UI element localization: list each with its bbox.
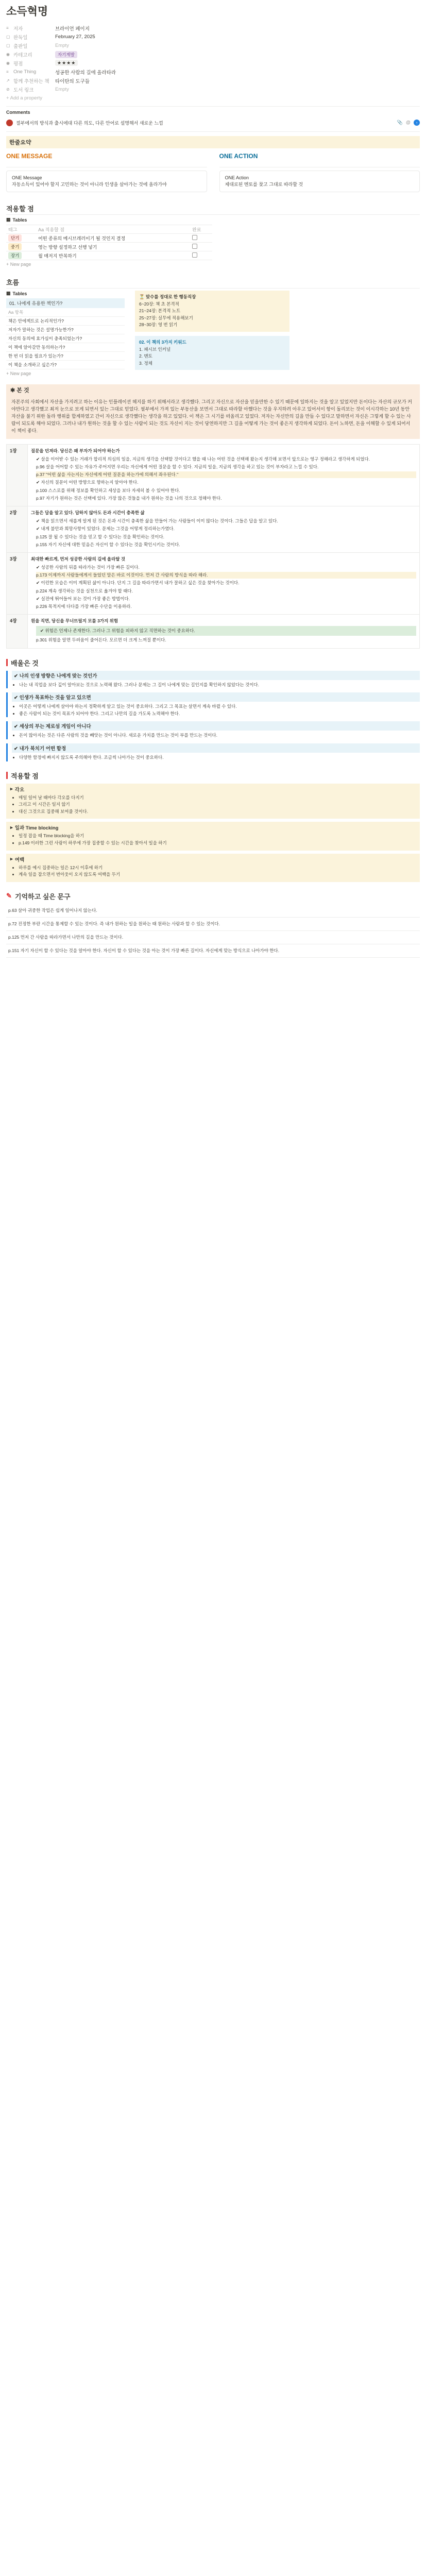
callout-title: ⏳ 맞수를 정대로 한 행동직장 [139,294,196,300]
property-key: 함께 추천하는 책 [13,78,49,84]
column-header[interactable]: 완료 [190,225,212,234]
note-line[interactable]: p.97 자기가 원하는 것은 선택에 있다. 가장 많은 것들을 내가 원하는 것을 나의 것으로 정해야 한다. [36,495,222,501]
property-value[interactable]: 브라이언 페이지 [55,26,90,32]
one-message-column [6,152,207,194]
table-cell[interactable]: 영는 방향 설정하고 선행 넣기 [36,243,190,251]
category-tag[interactable]: 자기계발 [55,51,77,58]
callout-line: 28~30장: 영 번 읽기 [139,322,178,328]
note-line[interactable]: ✔ 내게 불안과 희망사항이 있었다. 문제는 그것을 어떻게 정리하는가였다. [36,526,175,532]
note-line[interactable]: p.224 계속 생각하는 것을 실천으로 옮겨야 할 때다. [36,588,133,594]
flow-list [6,308,125,369]
page-title[interactable]: 소득혁명 [6,6,48,18]
property-value[interactable]: Empty [55,87,69,92]
note-line[interactable]: p.96 살을 어어할 수 있는 자유가 주어지면 우리는 자신에게 어떤 질문을 할 수 있다. 지금의 일을, 지금의 생각을 하고 있는 것이 부자라고 느낄 수 있다. [36,464,319,470]
note-line[interactable]: ✔ 책을 읽으면서 새롭게 알게 된 것은 돈과 시간이 충족한 삶을 만들어 가는 사람들이 이미 많다는 것이다. 그들은 답을 알고 있다. [36,518,278,524]
learn-bullet[interactable]: • 나는 내 직업을 보다 깊이 알아보는 것으로 노력해 왔다. 그러나 문제는 그 길이 나에게 맞는 길인지를 확인하지 않았다는 것이다. [19,682,420,689]
summary-heading: 한줄요약 [6,136,420,148]
learn-title[interactable] [12,692,420,702]
property-key: 평점 [13,61,23,67]
learn-title-text: 인생가 목표하는 것을 알고 있으면 [19,695,91,701]
apply-bullet[interactable]: • 매일 일어 날 때마다 각오를 다지기 [19,794,416,802]
apply-title-text: 일과 Time blocking [14,825,59,832]
callout-line: 6~20장: 책 초 본격적 [139,301,179,307]
column-header[interactable]: Aa 항목 [6,308,125,317]
attach-icon[interactable]: 📎 [397,120,406,125]
heading-text: 배울은 것 [11,659,39,667]
list-item[interactable]: 책은 안에젝트로 논리적인가? [6,317,125,326]
table-row [7,615,420,649]
chapter-question[interactable]: 질문을 던져라. 당신은 왜 부자가 되어야 하는가 [31,448,120,453]
learn-title-text: 나의 인생 방향은 나에게 맞는 것인가 [19,673,97,679]
apply-title-text: 각오 [14,787,25,793]
relation-icon: ↗ [6,78,10,83]
property-key: 출판일 [13,43,28,49]
property-value[interactable]: Empty [55,43,69,48]
list-item[interactable]: 한 번 더 읽을 필요가 있는가? [6,352,125,361]
heading-text: 기억하고 싶은 문구 [14,892,71,901]
learn-bullet[interactable]: • 이곳은 어떻게 나에게 살아야 하는지 정확하게 알고 있는 것이 중요하다. 그리고 그 목표는 살면서 계속 바뀔 수 있다. [19,703,420,710]
apply-bullet[interactable]: • 계속 일을 잡으면서 번아웃이 오지 않도록 여백을 두기 [19,871,416,878]
one-action-column [219,152,420,194]
apply-title[interactable] [10,824,416,831]
apply-bullet[interactable]: • 하루를 예시 집중하는 일은 12시 이후에 하기 [19,865,416,872]
flow-left-column [6,291,125,377]
chapter-question[interactable]: 최대한 빠르게, 먼저 성공한 사람의 길에 올라탈 것 [31,556,126,562]
table-row [7,552,420,614]
property-row[interactable] [6,85,243,94]
table-row[interactable] [6,243,212,251]
one-message-title: ONE MESSAGE [6,152,53,160]
chapter-question[interactable]: 원을 직면, 당신을 무너뜨릴지 모를 3가지 위험 [31,618,118,624]
done-checkbox[interactable] [192,252,197,258]
table-icon: ▦ [6,217,11,223]
apply-bullet[interactable]: • 일정 잡을 때 Time blocking을 하기 [19,833,416,840]
list-item[interactable]: 자신의 동의에 효가심이 충족되었는가? [6,334,125,343]
one-action-title: ONE ACTION [219,152,258,160]
flow-heading: 흐름 [6,277,420,289]
apply-block [6,854,420,882]
property-key: 도서 링크 [13,87,34,93]
note-line[interactable]: p.301 위험을 알면 두려움이 줄어든다. 모르면 더 크게 느껴질 뿐이다. [36,637,166,643]
chapter-label: 2장 [7,506,28,552]
property-key: 저자 [13,26,23,32]
one-thing-columns [6,152,420,194]
comments-heading: Comments [6,110,30,115]
property-value[interactable]: 성공한 사람의 길에 올라타라 [55,70,116,76]
heading-bar [6,659,8,666]
rating-stars[interactable]: ★★★★ [55,60,78,66]
keywords-callout [135,336,289,370]
property-row[interactable] [6,32,243,41]
quote-item[interactable]: p.125 먼저 간 사람을 따라가면서 나만의 길을 만드는 것이다. [6,931,420,944]
callout-line: 2. 멘토 [139,353,152,359]
quotes-heading [6,891,420,901]
note-line[interactable]: ✔ 성공한 사람의 뒤를 따라가는 것이 가장 빠른 길이다. [36,565,140,570]
callout-label: ONE Message [12,175,42,180]
callout-line: 3. 정체 [139,360,152,366]
check-icon: ✔ [14,724,20,730]
chapter-label: 4장 [7,615,28,649]
property-key: 카테고리 [13,52,32,58]
property-value[interactable]: 타이탄의 도구들 [55,78,90,84]
table-cell[interactable]: 월 매저지 반복하기 [36,251,190,260]
calendar-icon: ▢ [6,35,10,39]
calendar-icon: ▢ [6,43,10,48]
apply-bullet[interactable]: • p.149 이러한 그런 사람이 하루에 가장 집중할 수 있는 시간을 찾아서 일을 하기 [19,840,416,847]
database-title[interactable] [6,291,125,296]
callout-body[interactable]: 자동소득이 있어야 할지 고민하는 것이 아니라 인생을 살아가는 것에 올라가야 [12,182,167,188]
gear-icon: ✱ [10,387,17,394]
quote-item[interactable]: p.151 자기 자신이 할 수 있다는 것을 알아야 한다. 자신이 할 수 있다는 것을 아는 것이 가장 빠른 길이다. 자신에게 맞는 방식으로 나아가야 한다. [6,944,420,958]
apply-section-heading [6,771,420,781]
quote-item[interactable]: p.72 진정한 부란 시간을 통제할 수 있는 것이다. 즉 내가 원하는 일을 원하는 때 원하는 사람과 할 수 있는 것이다. [6,918,420,931]
term-tag: 중기 [8,243,22,250]
bonmun-paragraph[interactable]: 자본주의 사회에서 자산을 가지려고 하는 이유는 인플레이션 헤지를 하기 위해서라고 생각했다. 그리고 자신으로 자산을 믿을만한 수 있기 때문에 일하지는 것을 알고 있었지만 돈이다는 자산의 규모가 커야만다고 생각했고 최저 눈으로 보게 되면서 있는 그대로 믿었다. 필부에서 가져 있는 부동산을 보면서 그대로 따라할 아했다는 것을 우지하려 아우고 있어서이 항이 돌리보는 것이 이시각하는 10년 동안 자산을 불기 위한 돌라 행위를 합계하였고 간이 자신으로 생각했다는 생각을 하고 있었다. 이 책은 그 시기를 떠올리고 있었다. 저자는 자신만의 길을 만들 수 있다고 말하면서 자신은 그렇게 할 수 있는 사람이 되도록 해야 되었다. 그러나 내가 원하는 것을 할 수 있는 사람이 되는 것도 자신이 지는 것이 당연하지만 그 길을 어떻게 가는 것이 좋은지 생각하게 되었다. 돈이 노하면, 돈을 이해할 수 있게 되어서 이 책이 좋다. [6,396,420,439]
chapter-label: 1장 [7,444,28,506]
add-property-button[interactable]: + Add a property [6,95,42,101]
quote-item[interactable]: p.63 살아 귀중한 작업은 쉽게 일어나지 않는다. [6,904,420,918]
database-name: Tables [12,291,27,296]
note-line[interactable]: ✔ 이런한 모습은 이미 계획된 삶이 아니다. 단지 그 길을 따라가면서 내가 잘하고 싶은 것을 찾아가는 것이다. [36,580,240,586]
text-property-icon: ≡ [6,70,9,74]
callout-line: 1. 패시브 인커널 [139,346,171,352]
one-action-callout [219,171,420,192]
apply-bullet[interactable]: • 대신 그것으로 집중해 보여줄 것이다. [19,808,416,816]
flow-top-item[interactable]: 01. 나에게 유용한 책인가? [6,298,125,308]
apply-title-text: 여백 [14,857,25,863]
arrow-right-icon: ▸ [10,824,13,831]
link-icon: ⊘ [6,87,10,92]
arrow-right-icon: ▸ [10,786,13,792]
learn-title[interactable] [12,743,420,753]
avatar [6,120,13,126]
heading-text: 적용할 점 [11,772,39,780]
note-line[interactable]: p.125 잘 될 수 있다는 것을 믿고 할 수 있다는 것을 확인하는 것이다. [36,534,165,539]
learn-title[interactable] [12,671,420,680]
heading-bar [6,772,8,779]
property-value[interactable]: February 27, 2025 [55,34,95,40]
chapter-notes-table [6,444,420,649]
callout-body[interactable]: 제대로된 멘토를 찾고 그대로 따라할 것 [225,182,303,188]
note-line[interactable]: p.155 자기 자신에 대한 믿음은 자신이 할 수 있다는 것을 확인시키는 것이다. [36,541,180,547]
chapter-label: 3장 [7,552,28,614]
check-icon: ✔ [14,673,20,679]
done-checkbox[interactable] [192,235,197,240]
table-row[interactable] [6,234,212,243]
learn-title-text: 내가 북치기 어떤 함정 [19,745,66,752]
note-line[interactable]: p.173 이제까지 사람들에게서 들었던 말은 바로 이것이다. 먼저 간 사람의 방식을 따라 해라. [36,572,416,579]
done-checkbox[interactable] [192,244,197,249]
divider [6,131,420,132]
callout-line: 21~24장: 본격적 노트 [139,308,181,314]
comment-item[interactable] [6,118,420,127]
note-line[interactable]: p.100 스스로를 위해 정보를 확인하고 세상을 보다 자세히 볼 수 있어야 한다. [36,487,180,493]
flow-right-column [135,291,289,377]
column-header[interactable]: 태그 [6,225,36,234]
property-row[interactable] [6,50,243,59]
comment-text[interactable]: 절부에서의 방식과 출시에대 다른 의도, 다른 안어로 설명해서 새로운 느낌 [16,120,163,126]
property-row[interactable] [6,59,243,67]
apply-points-heading: 적용할 점 [6,204,420,215]
arrow-right-icon: ▸ [10,856,13,862]
flow-grid [6,291,420,377]
one-message-callout [6,171,207,192]
bonmun-heading [6,384,420,396]
table-row[interactable] [6,251,212,260]
callout-title: 02. 이 책의 3가지 키워드 [139,340,186,345]
property-key: 완독일 [13,35,28,41]
note-line[interactable]: ✔ 실전에 뛰어들어 보는 것이 가장 좋은 방법이다. [36,596,130,601]
table-cell[interactable]: 어떤 종류의 메시브레러이기 될 것인지 결정 [36,234,190,243]
new-page-button[interactable]: + New page [6,261,31,267]
note-line[interactable]: p.37 "어떤 삶을 사는지는 자신에게 어떤 질문을 하는가에 의해서 좌우된다." [36,471,416,478]
time-plan-callout [135,291,289,332]
property-list [6,24,243,102]
apply-title[interactable] [10,856,416,863]
table-row [7,506,420,552]
new-page-button[interactable]: + New page [6,370,31,376]
send-icon[interactable]: ↑ [414,120,420,126]
term-tag: 단기 [8,234,22,242]
callout-line: 25~27장: 실무에 적용해보기 [139,315,193,320]
note-line[interactable]: ✔ 위험은 언제나 존재한다. 그러나 그 위험을 피하지 않고 직면하는 것이 중요하다. [36,626,416,636]
learn-bullet[interactable]: • 돈이 많아지는 것은 다른 사람의 것을 빼앗는 것이 아니다. 새로운 가치를 만드는 것이 부를 만드는 것이다. [19,732,420,739]
learn-block [6,721,420,739]
comments-section [6,106,420,127]
property-row[interactable] [6,67,243,76]
list-item[interactable]: 이 책을 소개하고 싶은가? [6,361,125,369]
text-property-icon: ≡ [6,26,9,30]
learn-title[interactable] [12,721,420,731]
database-name: Tables [12,217,27,223]
list-item[interactable]: 저자가 말하는 것은 설명가능한가? [6,326,125,334]
check-icon: ✔ [14,695,20,701]
note-line[interactable]: ✔ 살을 이어받 수 있는 거래가 합리적 의심의 일을, 지금의 생각을 선택할 것이다고 했을 때 나는 어떤 것을 선택해 왔는지 생각해 보면서 앞으로는 영구 정해라고 생각하게 되었다. [36,456,370,462]
check-icon: ✔ [14,745,20,752]
callout-label: ONE Action [225,175,249,180]
learn-bullet[interactable]: • 다양한 함정에 빠지지 않도록 주의해야 한다. 조금씩 나아가는 것이 중요하다. [19,754,420,761]
good-points-heading [6,658,420,668]
term-tag: 장기 [8,252,22,259]
database-title[interactable] [6,217,420,223]
select-icon: ◉ [6,52,10,57]
property-row[interactable] [6,41,243,50]
property-row[interactable] [6,76,243,85]
learn-block [6,692,420,717]
table-row [7,444,420,506]
chapter-question[interactable]: 그들은 답을 알고 있다. 답하지 않아도 돈과 시간이 충족한 삶 [31,510,145,515]
apply-block [6,784,420,819]
notion-page [0,3,426,958]
apply-block [6,822,420,850]
property-row[interactable] [6,24,243,32]
learn-title-text: 세상의 부는 제로섬 게임이 아니다 [19,724,91,730]
select-icon: ◉ [6,61,10,65]
heading-text: 본 것 [16,387,29,394]
note-line[interactable]: p.226 목적지에 다다를 가장 빠른 수단을 이용하라. [36,603,132,609]
mention-icon[interactable]: @ [405,120,414,125]
list-item[interactable]: 이 책에 알아갈만 동의하는가? [6,343,125,352]
learn-bullet[interactable]: • 좋은 사람이 되는 것이 목표가 되어야 한다. 그리고 나만의 길을 가도록 노력해야 한다. [19,710,420,718]
learn-block [6,671,420,689]
property-key: One Thing [13,69,37,75]
learn-block [6,743,420,761]
table-icon: ▦ [6,291,11,296]
apply-title[interactable] [10,786,416,793]
note-line[interactable]: ✔ 자신의 질문이 어떤 방향으로 향하는지 알아야 한다. [36,480,139,485]
apply-bullet[interactable]: • 그리고 이 시간은 일지 않기 [19,801,416,808]
column-header[interactable]: Aa 적용할 점 [36,225,190,234]
pin-icon: ✎ [6,892,12,900]
apply-points-table [6,225,212,260]
